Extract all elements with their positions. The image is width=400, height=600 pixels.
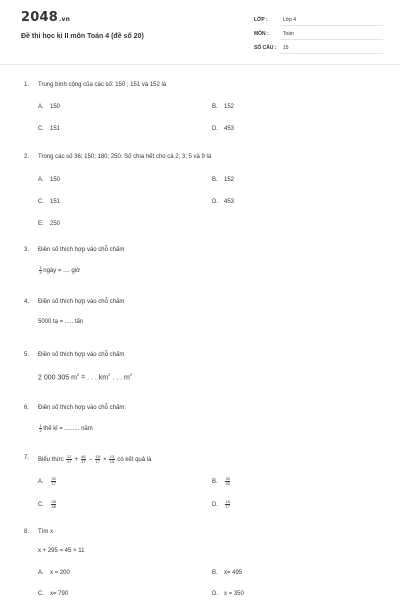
question-3-blank: $\frac{1}{4}$ ngày = .... giờ [39, 265, 81, 275]
question-number: 4. [24, 299, 30, 305]
question-number: 2. [24, 154, 30, 160]
site-logo[interactable] [21, 10, 70, 25]
fraction: $\frac{46}{17}$ [81, 454, 86, 464]
operator: − [87, 457, 94, 464]
question-text: Điền số thích hợp vào chỗ chấm [38, 352, 125, 358]
operator: × [101, 457, 109, 464]
fraction: $\frac{13}{15}$ [109, 454, 115, 464]
option-d[interactable]: D. $\frac{15}{17}$ [212, 499, 230, 509]
question-text: Điền số thích hợp vào chỗ chấm: [38, 405, 126, 411]
exam-header [0, 0, 400, 65]
question-text: Trong các số 36; 150; 180; 250. Số chia hết cho cả 2; 3; 5 và 9 là [38, 154, 212, 160]
fraction: $\frac{28}{45}$ [51, 499, 56, 509]
meta-subject-label: MÔN : [254, 31, 269, 37]
fraction: $\frac{1}{4}$ [39, 265, 42, 275]
question-number: 7. [24, 455, 30, 461]
meta-subject [254, 31, 380, 41]
question-text: Điền số thích hợp vào chỗ chấm [38, 247, 125, 253]
option-c[interactable]: C. $\frac{28}{45}$ [38, 499, 56, 509]
meta-count-label: SỐ CÂU : [254, 45, 277, 51]
option-b[interactable]: B. x= 495 [212, 570, 243, 576]
logo-text: 2048 [21, 10, 58, 25]
option-a[interactable]: A. x = 200 [38, 570, 70, 576]
option-a[interactable]: A. 150 [38, 104, 61, 110]
option-a[interactable]: A. $\frac{32}{17}$ [38, 476, 56, 486]
option-b[interactable]: B. $\frac{30}{33}$ [212, 476, 230, 486]
fraction: $\frac{15}{17}$ [225, 499, 230, 509]
meta-class [254, 17, 380, 27]
fraction: $\frac{30}{33}$ [225, 476, 230, 486]
fraction: $\frac{32}{17}$ [51, 476, 56, 486]
question-text: Tìm x [38, 529, 53, 535]
question-number: 1. [24, 82, 30, 88]
option-b[interactable]: B. 152 [212, 104, 235, 110]
meta-subject-value: Toán [280, 31, 383, 40]
fraction: $\frac{15}{17}$ [95, 454, 100, 464]
fraction: $\frac{12}{17}$ [66, 454, 72, 464]
meta-class-label: LỚP : [254, 17, 268, 23]
meta-count [254, 45, 380, 55]
option-c[interactable]: C. 151 [38, 199, 61, 205]
meta-class-value: Lớp 4 [280, 17, 383, 26]
option-c[interactable]: C. x= 790 [38, 591, 69, 597]
operator: + [72, 457, 80, 464]
question-number: 8. [24, 529, 30, 535]
option-e[interactable]: E. 250 [38, 221, 61, 227]
logo-suffix: .vn [58, 16, 71, 23]
question-text: Biểu thức $\frac{12}{17}$ + $\frac{46}{17}$ − $\frac{15}{17}$ × $\frac{13}{15}$ có kết quả là [38, 454, 152, 464]
exam-title: Đề thi học kì II môn Toán 4 (đề số 20) [21, 33, 144, 40]
option-c[interactable]: C. 151 [38, 126, 61, 132]
fraction: $\frac{1}{2}$ [39, 423, 42, 433]
question-8-equation: x + 295 = 45 × 11 [38, 548, 85, 554]
question-text: Điền số thích hợp vào chỗ chấm [38, 299, 125, 305]
option-d[interactable]: D. x = 350 [212, 591, 244, 597]
option-b[interactable]: B. 152 [212, 177, 235, 183]
question-number: 5. [24, 352, 30, 358]
option-d[interactable]: D. 453 [212, 199, 235, 205]
expression [65, 454, 115, 464]
question-4-blank: 5000 tạ = ..... tấn [38, 319, 84, 325]
question-5-blank: 2 000 305 $m^2$ = . . . $km^2$ . . . $m^2$ [38, 372, 133, 382]
option-d[interactable]: D. 453 [212, 126, 235, 132]
question-number: 3. [24, 247, 30, 253]
option-a[interactable]: A. 150 [38, 177, 61, 183]
meta-count-value: 15 [280, 45, 383, 54]
question-number: 6. [24, 405, 30, 411]
question-text: Trung bình cộng của các số: 150 ; 151 và 152 là [38, 82, 167, 88]
question-6-blank: $\frac{1}{2}$ thế kỉ = ......... năm [39, 423, 93, 433]
